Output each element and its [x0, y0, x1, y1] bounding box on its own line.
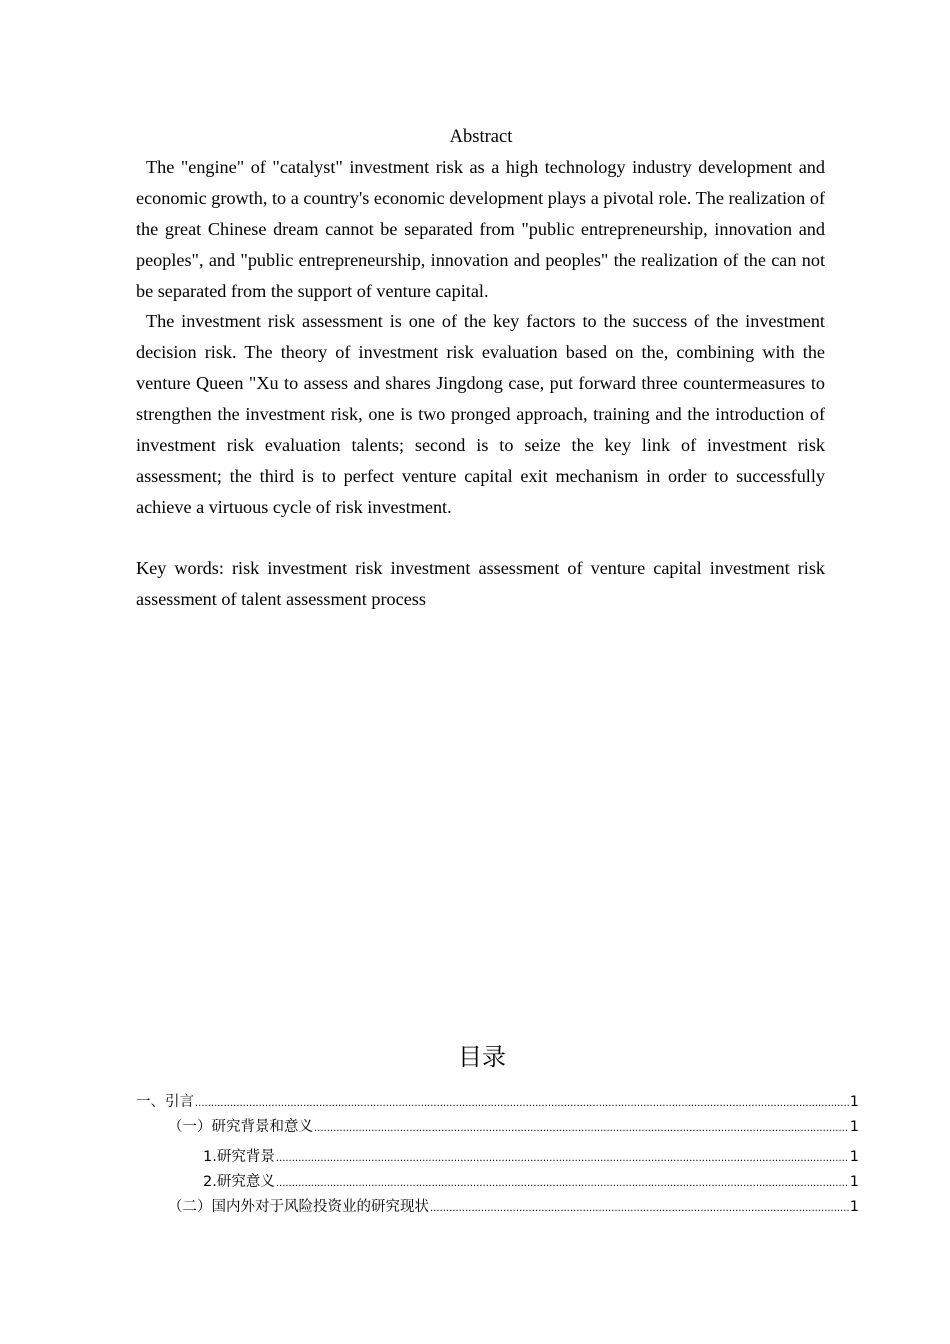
abstract-title: Abstract	[449, 127, 513, 147]
toc-entry-background-and-significance[interactable]	[168, 1117, 859, 1139]
toc-entry-label: （一）研究背景和意义	[168, 1119, 313, 1135]
toc-page-number: 1	[849, 1199, 859, 1215]
toc-page-number: 1	[849, 1174, 859, 1190]
toc-page-number: 1	[849, 1149, 859, 1165]
toc-dot-leader	[276, 1174, 849, 1194]
toc-entry-research-significance[interactable]	[203, 1172, 859, 1194]
toc-page-number: 1	[849, 1094, 859, 1110]
abstract-paragraph-2: The investment risk assessment is one of the key factors to the success of the investment decision risk. The theory of investment risk evaluation based on the, combining with the venture Queen "Xu to assess and shares Jingdong case, put forward three countermeasures to strengthen the investment risk, one is two pronged approach, training and the introduction of investment risk evaluation talents; second is to seize the key link of investment risk assessment; the third is to perfect venture capital exit mechanism in order to successfully achieve a virtuous cycle of risk investment.	[136, 311, 825, 517]
toc-page-number: 1	[849, 1119, 859, 1135]
toc-entry-label: （二）国内外对于风险投资业的研究现状	[168, 1199, 429, 1215]
abstract-paragraph-1: The "engine" of "catalyst" investment risk as a high technology industry development and economic growth, to a country's economic development plays a pivotal role. The realization of the great Chinese dream cannot be separated from "public entrepreneurship, innovation and peoples", and "public entrepreneurship, innovation and peoples" the realization of the can not be separated from the support of venture capital.	[136, 157, 825, 301]
toc-dot-leader	[314, 1119, 849, 1139]
toc-dot-leader	[430, 1199, 849, 1219]
toc-dot-leader	[276, 1149, 849, 1169]
toc-entry-label: 一、引言	[136, 1094, 194, 1110]
toc-entry-label: 1.研究背景	[203, 1149, 275, 1165]
toc-entry-research-status[interactable]	[168, 1197, 859, 1219]
toc-dot-leader	[195, 1094, 849, 1114]
toc-entry-label: 2.研究意义	[203, 1174, 275, 1190]
toc-title: 目录	[458, 1043, 506, 1071]
toc-entry-introduction[interactable]	[136, 1092, 859, 1114]
toc-entry-research-background[interactable]	[203, 1147, 859, 1169]
keywords-line: Key words: risk investment risk investment assessment of venture capital investment risk assessment of talent assessment process	[136, 558, 825, 609]
